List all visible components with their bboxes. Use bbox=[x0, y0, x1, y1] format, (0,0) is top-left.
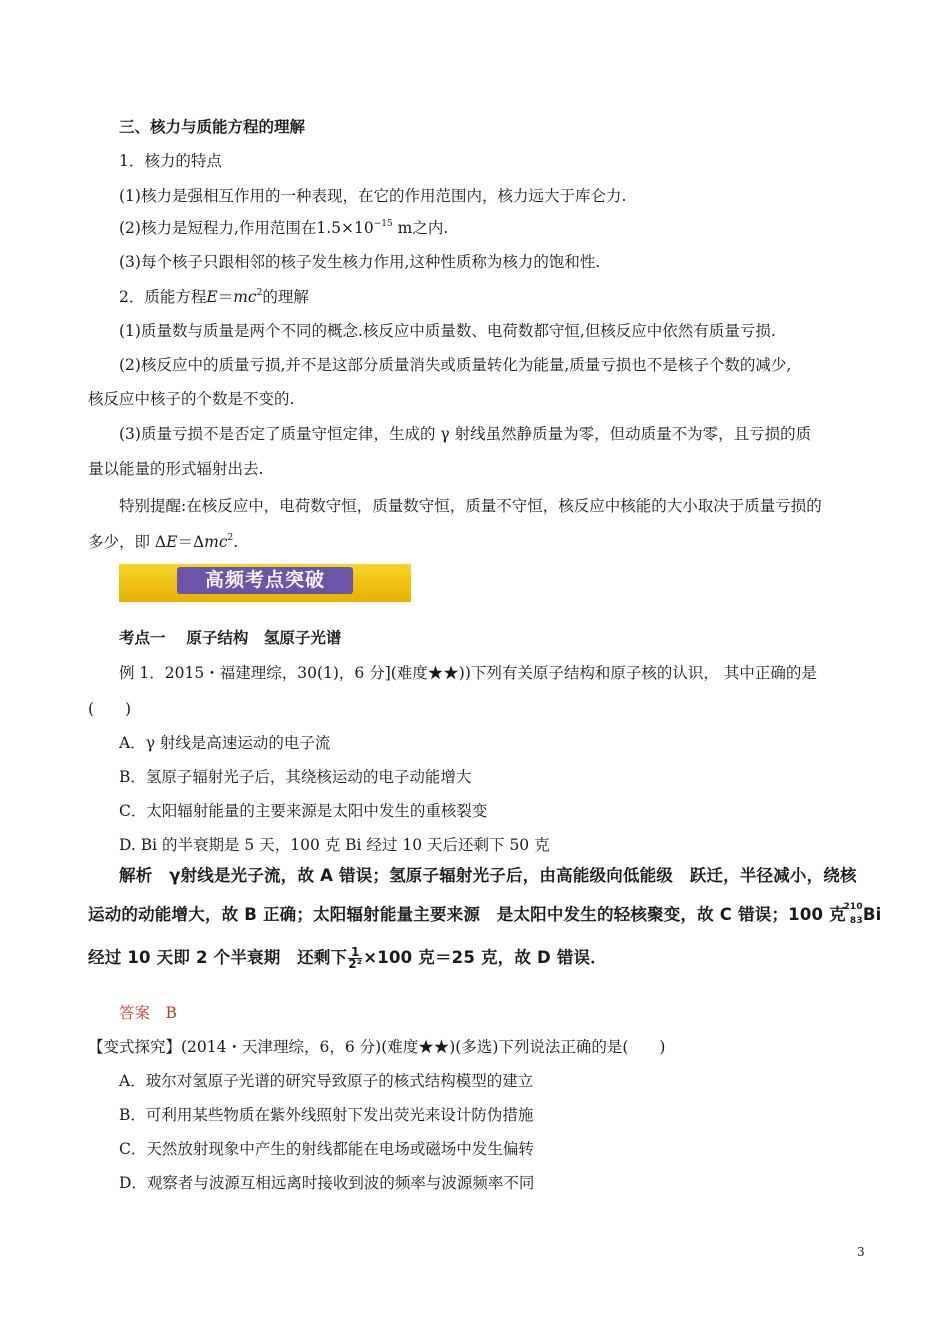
example-option-c: C．太阳辐射能量的主要来源是太阳中发生的重核裂变 bbox=[119, 802, 488, 820]
variant-option-d: D．观察者与波源互相远离时接收到波的频率与波源频率不同 bbox=[119, 1174, 535, 1192]
paragraph-mass-energy-3-line2: 量以能量的形式辐射出去. bbox=[88, 460, 264, 478]
variant-option-b: B．可利用某些物质在紫外线照射下发出荧光来设计防伪措施 bbox=[119, 1106, 534, 1124]
special-tip-line1: 特别提醒:在核反应中，电荷数守恒，质量数守恒，质量不守恒，核反应中核能的大小取决于质量亏损的 bbox=[119, 497, 822, 515]
example-option-b: B．氢原子辐射光子后，其绕核运动的电子动能增大 bbox=[119, 768, 472, 786]
paragraph-nuclear-force-2: (2)核力是短程力,作用范围在$1.5\times 10^{-15}$ m之内. bbox=[119, 219, 449, 237]
section-banner bbox=[119, 564, 411, 602]
paragraph-nuclear-force-3: (3)每个核子只跟相邻的核子发生核力作用,这种性质称为核力的饱和性. bbox=[119, 253, 601, 271]
paragraph-mass-energy-1: (1)质量数与质量是两个不同的概念.核反应中质量数、电荷数都守恒,但核反应中依然有质量亏损. bbox=[119, 322, 776, 340]
banner-label: 高频考点突破 bbox=[177, 567, 353, 594]
nuclide-atomic-number: 83 bbox=[849, 916, 863, 926]
variant-option-a: A．玻尔对氢原子光谱的研究导致原子的核式结构模型的建立 bbox=[119, 1072, 534, 1090]
example-option-d: D. Bi 的半衰期是 5 天，100 克 Bi 经过 10 天后还剩下 50 克 bbox=[119, 836, 550, 854]
nuclide-mass-number: 210 bbox=[843, 902, 863, 912]
subsection-heading-nuclear-force: 1．核力的特点 bbox=[119, 152, 222, 170]
paragraph-mass-energy-2-line2: 核反应中核子的个数是不变的. bbox=[88, 390, 295, 408]
special-tip-line2: 多少，即 ΔE＝Δmc$^2$. bbox=[88, 533, 239, 551]
paragraph-mass-energy-3-line1: (3)质量亏损不是否定了质量守恒定律，生成的 γ 射线虽然静质量为零，但动质量不为零，且亏损的质 bbox=[119, 425, 812, 443]
section-title: 三、核力与质能方程的理解 bbox=[119, 117, 306, 136]
variant-option-c: C．天然放射现象中产生的射线都能在电场或磁场中发生偏转 bbox=[119, 1140, 534, 1158]
answer: 答案 B bbox=[119, 1004, 177, 1022]
example-question-line1: 例 1．2015・福建理综，30(1)，6 分](难度★★))下列有关原子结构和原子核的认识， 其中正确的是 bbox=[119, 664, 817, 682]
paragraph-mass-energy-2-line1: (2)核反应中的质量亏损,并不是这部分质量消失或质量转化为能量,质量亏损也不是核子个数的减少, bbox=[119, 356, 792, 374]
variant-question: 【变式探究】(2014・天津理综，6，6 分)(难度★★)(多选)下列说法正确的是( ) bbox=[88, 1038, 666, 1056]
kaodian-title: 考点一 原子结构 氢原子光谱 bbox=[119, 628, 342, 647]
solution-line2: 运动的动能增大，故 B 正确；太阳辐射能量主要来源 是太阳中发生的轻核聚变，故 C 错误；100 克 210 83 Bi bbox=[88, 902, 882, 926]
example-option-a: A．γ 射线是高速运动的电子流 bbox=[119, 734, 331, 752]
subsection-heading-mass-energy: 2．质能方程$E=mc^2$的理解 bbox=[119, 288, 309, 306]
page-number: 3 bbox=[857, 1245, 865, 1259]
example-question-line2: ( ) bbox=[88, 700, 132, 718]
solution-line3: 经过 10 天即 2 个半衰期 还剩下 $\frac{1}{\text{2²}}$ ×100 克＝25 克，故 D 错误． bbox=[88, 945, 607, 971]
paragraph-nuclear-force-1: (1)核力是强相互作用的一种表现，在它的作用范围内，核力远大于库仑力. bbox=[119, 187, 627, 205]
solution-line1: 解析 γ射线是光子流，故 A 错误；氢原子辐射光子后，由高能级向低能级 跃迁，半径减小，绕核 bbox=[119, 866, 857, 885]
fraction: $\frac{1}{\text{2²}}$ bbox=[348, 945, 363, 971]
